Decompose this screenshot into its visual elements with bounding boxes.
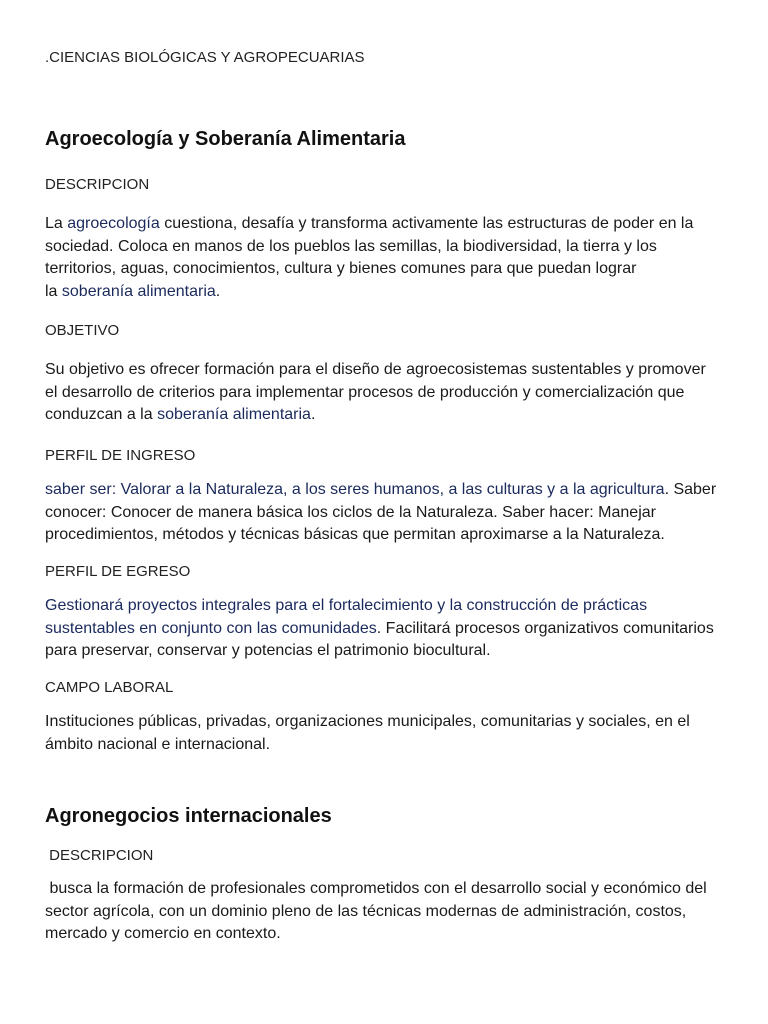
objetivo-label: OBJETIVO: [45, 322, 120, 339]
sustentables-link[interactable]: sustentables en conjunto con las comunidades: [45, 619, 377, 637]
objetivo-paragraph: [45, 359, 725, 427]
paragraph-line: Su objetivo es ofrecer formación para el diseño de agroecosistemas sustentables y promover: [45, 361, 706, 378]
text-run: conduzcan a la: [45, 406, 158, 423]
paragraph-line: [45, 281, 725, 304]
paragraph-line: sociedad. Coloca en manos de los pueblos las semillas, la biodiversidad, la tierra y los: [45, 237, 657, 255]
perfil-ingreso-label: PERFIL DE INGRESO: [45, 447, 196, 464]
paragraph-line: territorios, aguas, conocimientos, cultura y bienes comunes para que puedan lograr: [45, 260, 637, 277]
soberania-alimentaria-link[interactable]: soberanía alimentaria: [157, 406, 311, 423]
agronegocios-descripcion-paragraph: [45, 878, 725, 946]
paragraph-line: busca la formación de profesionales comprometidos con el desarrollo social y económico del: [45, 880, 707, 897]
soberania-alimentaria-link[interactable]: soberanía alimentaria: [61, 282, 216, 300]
descripcion-label: DESCRIPCION: [45, 176, 150, 193]
paragraph-line: [45, 618, 725, 641]
paragraph-line: Instituciones públicas, privadas, organizaciones municipales, comunitarias y sociales, en el: [45, 713, 690, 730]
gestionara-link[interactable]: Gestionará proyectos integrales para el fortalecimiento y la construcción de prácticas: [45, 597, 648, 614]
paragraph-line: [45, 479, 725, 502]
category-heading: .CIENCIAS BIOLÓGICAS Y AGROPECUARIAS: [45, 49, 365, 66]
paragraph-line: [45, 213, 725, 236]
text-run: la: [45, 282, 62, 300]
descripcion-paragraph: [45, 213, 725, 303]
paragraph-line: sector agrícola, con un dominio pleno de las técnicas modernas de administración, costos,: [45, 902, 687, 920]
paragraph-line: procedimientos, métodos y técnicas básicas que permitan aproximarse a la Naturaleza.: [45, 526, 665, 543]
paragraph-line: conocer: Conocer de manera básica los ciclos de la Naturaleza. Saber hacer: Manejar: [45, 503, 656, 521]
paragraph-line: ámbito nacional e internacional.: [45, 735, 271, 753]
section-title-agronegocios: Agronegocios internacionales: [45, 805, 332, 827]
perfil-ingreso-paragraph: [45, 479, 725, 547]
text-run: . Saber: [664, 481, 717, 498]
section-title-agroecologia: Agroecología y Soberanía Alimentaria: [45, 128, 406, 150]
text-run: .: [215, 282, 221, 300]
text-run: .: [310, 406, 316, 423]
paragraph-line: el desarrollo de criterios para implementar procesos de producción y comercialización que: [45, 383, 685, 401]
text-run: . Facilitará procesos organizativos comunitarios: [376, 619, 714, 637]
perfil-egreso-label: PERFIL DE EGRESO: [45, 563, 191, 580]
paragraph-line: mercado y comercio en contexto.: [45, 925, 281, 942]
text-run: La: [45, 215, 68, 232]
perfil-egreso-paragraph: [45, 595, 725, 663]
paragraph-line: [45, 404, 725, 427]
campo-laboral-label: CAMPO LABORAL: [45, 679, 174, 696]
campo-laboral-paragraph: [45, 711, 725, 756]
paragraph-line: para preservar, conservar y potencias el patrimonio biocultural.: [45, 642, 491, 659]
saber-ser-link[interactable]: saber ser: Valorar a la Naturaleza, a los seres humanos, a las culturas y a la agricultura: [45, 481, 665, 498]
descripcion-label: DESCRIPCION: [45, 847, 154, 864]
text-run: cuestiona, desafía y transforma activamente las estructuras de poder en la: [159, 215, 694, 232]
agroecologia-link[interactable]: agroecología: [67, 215, 160, 232]
